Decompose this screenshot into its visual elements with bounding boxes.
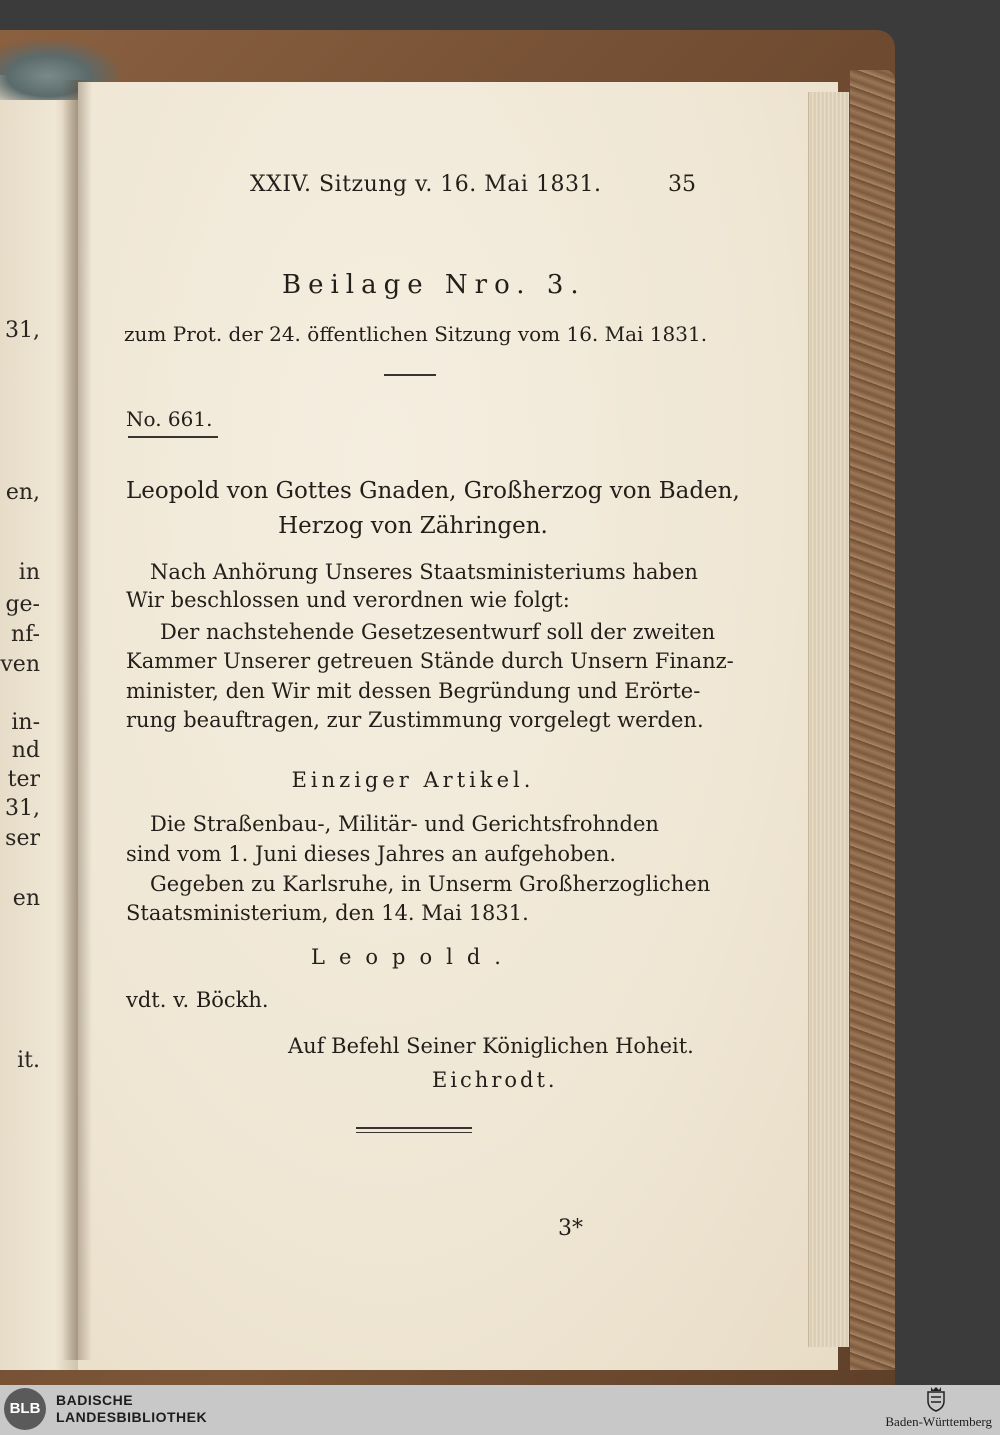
appendix-title: Beilage Nro. 3. xyxy=(282,270,586,300)
signature-leopold: Leopold. xyxy=(311,945,515,969)
text-line: sind vom 1. Juni dieses Jahres an aufgehoben. xyxy=(126,842,617,866)
text-line: Leopold von Gottes Gnaden, Großherzog von Baden, xyxy=(126,478,740,504)
appendix-subtitle: zum Prot. der 24. öffentlichen Sitzung vom 16. Mai 1831. xyxy=(124,322,708,346)
left-fragment: in- xyxy=(11,710,40,735)
text-line: Kammer Unserer getreuen Stände durch Unsern Finanz- xyxy=(126,649,734,673)
section-rule xyxy=(384,374,436,376)
state-name: Baden-Württemberg xyxy=(885,1414,992,1429)
text-line: Wir beschlossen und verordnen wie folgt: xyxy=(126,588,570,612)
text-line: Nach Anhörung Unseres Staatsministeriums haben xyxy=(150,560,698,584)
text-line: Auf Befehl Seiner Königlichen Hoheit. xyxy=(288,1034,694,1058)
left-fragment: ge- xyxy=(5,592,40,617)
article-heading: Einziger Artikel. xyxy=(291,768,535,792)
page-number: 35 xyxy=(668,172,696,197)
text-line: Herzog von Zähringen. xyxy=(278,513,548,539)
countersignature: vdt. v. Böckh. xyxy=(126,988,269,1012)
number-underline xyxy=(128,436,218,438)
left-fragment: ven xyxy=(0,652,40,677)
state-crest-icon xyxy=(925,1386,947,1412)
library-name-line2: LANDESBIBLIOTHEK xyxy=(56,1409,208,1425)
marbled-cover-edge xyxy=(850,70,895,1370)
left-fragment: en, xyxy=(5,480,40,505)
left-fragment: ser xyxy=(5,826,40,851)
signature-mark: 3* xyxy=(558,1216,583,1241)
text-line: minister, den Wir mit dessen Begründung und Erörte- xyxy=(126,679,701,703)
left-fragment: nd xyxy=(11,738,40,763)
text-line: Der nachstehende Gesetzesentwurf soll der zweiten xyxy=(160,620,716,644)
left-fragment: nf- xyxy=(11,622,40,647)
document-number: No. 661. xyxy=(126,407,213,431)
running-header: XXIV. Sitzung v. 16. Mai 1831. xyxy=(250,172,602,197)
closing-rule-thin xyxy=(356,1132,472,1133)
left-fragment: en xyxy=(12,886,40,911)
library-name xyxy=(56,1392,207,1426)
footer-bar xyxy=(0,1385,1000,1435)
closing-rule xyxy=(356,1127,472,1129)
blb-logo[interactable]: BLB xyxy=(4,1388,46,1430)
spine-shadow xyxy=(62,80,92,1360)
left-fragment: in xyxy=(18,560,40,585)
page-block-edges xyxy=(808,92,849,1347)
text-line: rung beauftragen, zur Zustimmung vorgelegt werden. xyxy=(126,708,704,732)
text-line: Staatsministerium, den 14. Mai 1831. xyxy=(126,901,529,925)
left-fragment: 31, xyxy=(5,796,40,821)
text-line: Gegeben zu Karlsruhe, in Unserm Großherzoglichen xyxy=(150,872,711,896)
left-fragment: 31, xyxy=(5,318,40,343)
text-line: Die Straßenbau-, Militär- und Gerichtsfrohnden xyxy=(150,812,659,836)
signature-eichrodt: Eichrodt. xyxy=(432,1068,558,1092)
left-fragment: ter xyxy=(7,767,40,792)
library-name-line1: BADISCHE xyxy=(56,1392,134,1408)
left-fragment: it. xyxy=(17,1048,40,1073)
